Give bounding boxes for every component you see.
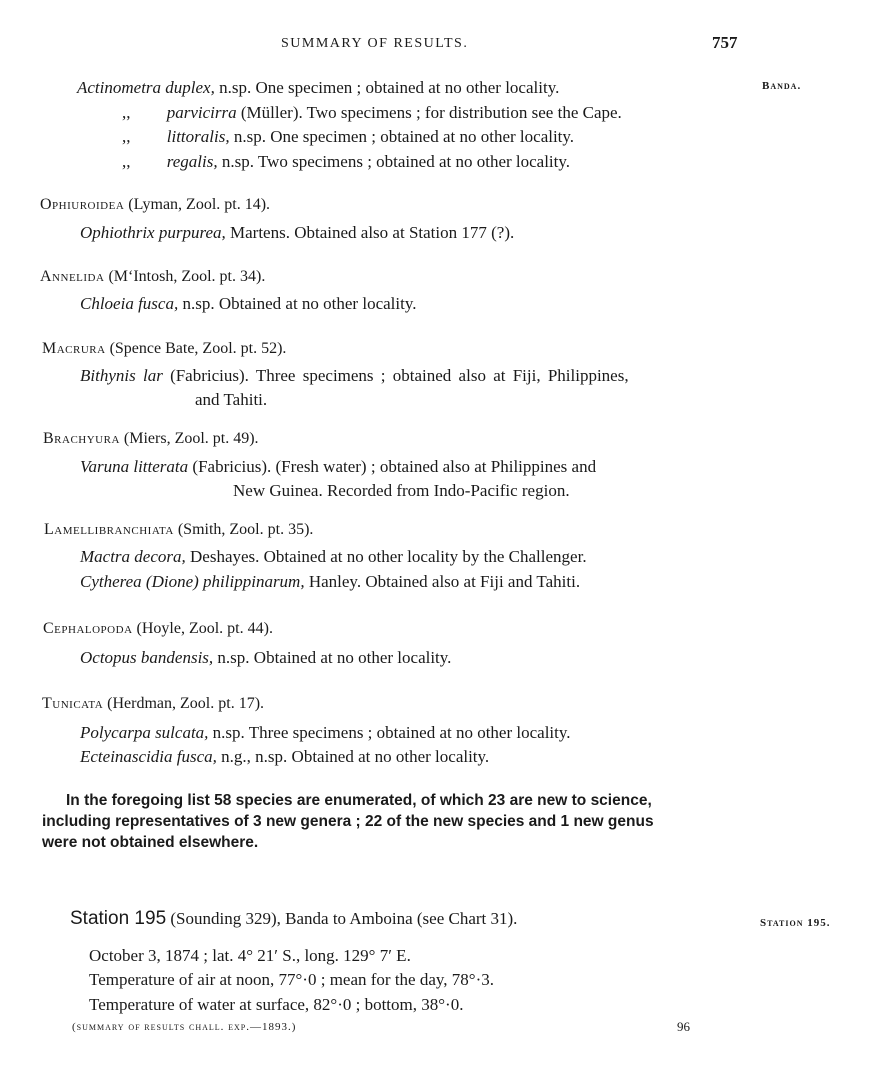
group-name: Annelida (40, 268, 105, 285)
species-line (80, 457, 596, 477)
group-ref: (Hoyle, Zool. pt. 44). (132, 620, 273, 637)
species-name: Varuna litterata (80, 457, 189, 476)
group-ref: (Lyman, Zool. pt. 14). (124, 196, 271, 213)
group-ref: (M‘Intosh, Zool. pt. 34). (104, 268, 266, 285)
species-name: Polycarpa sulcata, (80, 723, 209, 742)
ditto-mark: ,, (122, 127, 131, 146)
species-name: regalis, (166, 152, 218, 171)
species-line (80, 723, 571, 743)
station-detail: Temperature of water at surface, 82°·0 ; bottom, 38°·0. (89, 995, 464, 1014)
species-note: (Fabricius). Three specimens ; obtained also at Fiji, Philippines, (162, 366, 629, 385)
species-note: n.sp. One specimen ; obtained at no other locality. (229, 127, 575, 146)
species-note: (Fabricius). (Fresh water) ; obtained also at Philippines and (188, 457, 597, 476)
group-ref: (Smith, Zool. pt. 35). (173, 521, 314, 538)
species-line (80, 547, 587, 567)
group-name: Brachyura (43, 430, 120, 447)
species-line (80, 572, 580, 592)
group-ref: (Spence Bate, Zool. pt. 52). (105, 340, 287, 357)
margin-note-banda: Banda. (762, 80, 802, 92)
station-detail: October 3, 1874 ; lat. 4° 21′ S., long. 129° 7′ E. (89, 946, 411, 965)
species-note: n.g., n.sp. Obtained at no other locality. (216, 747, 490, 766)
species-note: n.sp. Obtained at no other locality. (178, 294, 417, 313)
summary-line: including representatives of 3 new genera ; 22 of the new species and 1 new genus (42, 813, 654, 830)
group-name: Cephalopoda (43, 620, 133, 637)
page-number: 757 (712, 33, 738, 52)
group-heading (42, 340, 286, 358)
group-name: Tunicata (42, 695, 104, 712)
crinoid-line (122, 127, 574, 147)
group-heading (40, 268, 265, 286)
margin-note-station: Station 195. (760, 917, 831, 929)
crinoid-line (122, 103, 622, 123)
group-ref: (Miers, Zool. pt. 49). (119, 430, 259, 447)
species-note: Deshayes. Obtained at no other locality by the Challenger. (185, 547, 587, 566)
group-name: Ophiuroidea (40, 196, 125, 213)
station-heading (70, 908, 517, 930)
species-name: Cytherea (Dione) philippinarum, (80, 572, 305, 591)
summary-line: were not obtained elsewhere. (42, 834, 259, 851)
species-note: n.sp. Obtained at no other locality. (213, 648, 452, 667)
species-note: Hanley. Obtained also at Fiji and Tahiti. (304, 572, 581, 591)
species-name: Bithynis lar (80, 366, 163, 385)
species-name: littoralis, (166, 127, 230, 146)
species-name: Ophiothrix purpurea, (80, 223, 226, 242)
ditto-mark: ,, (122, 103, 131, 122)
group-ref: (Herdman, Zool. pt. 17). (103, 695, 265, 712)
species-note: n.sp. Three specimens ; obtained at no other locality. (208, 723, 571, 742)
species-note: Martens. Obtained also at Station 177 (?). (225, 223, 515, 242)
group-heading (43, 620, 273, 638)
species-note: n.sp. Two specimens ; obtained at no other locality. (217, 152, 571, 171)
station-title: Station 195 (70, 908, 167, 929)
station-detail: Temperature of air at noon, 77°·0 ; mean for the day, 78°·3. (89, 970, 494, 989)
imprint-line: (summary of results chall. exp.—1893.) (72, 1021, 297, 1033)
species-name: Actinometra duplex, (77, 78, 215, 97)
species-line (80, 223, 514, 243)
group-heading (40, 196, 270, 214)
group-name: Macrura (42, 340, 106, 357)
species-name: Mactra decora, (80, 547, 186, 566)
ditto-mark: ,, (122, 152, 131, 171)
species-name: parvicirra (166, 103, 237, 122)
group-name: Lamellibranchiata (44, 521, 174, 538)
group-heading (43, 430, 259, 448)
group-heading (42, 695, 264, 713)
species-name: Ecteinascidia fusca, (80, 747, 217, 766)
running-head: SUMMARY OF RESULTS. (281, 36, 469, 51)
species-note: (Müller). Two specimens ; for distribution see the Cape. (236, 103, 622, 122)
group-heading (44, 521, 313, 539)
station-subtitle: (Sounding 329), Banda to Amboina (see Chart 31). (166, 909, 518, 928)
species-continuation: New Guinea. Recorded from Indo-Pacific region. (233, 481, 570, 500)
signature-mark: 96 (677, 1019, 690, 1034)
species-name: Chloeia fusca, (80, 294, 179, 313)
species-line (80, 648, 451, 668)
species-line (80, 294, 416, 314)
species-line (80, 747, 489, 767)
species-continuation: and Tahiti. (195, 390, 268, 409)
species-note: n.sp. One specimen ; obtained at no other locality. (214, 78, 560, 97)
crinoid-line (122, 152, 570, 172)
summary-line: In the foregoing list 58 species are enumerated, of which 23 are new to science, (66, 792, 652, 809)
species-name: Octopus bandensis, (80, 648, 214, 667)
crinoid-line (77, 78, 559, 98)
species-line (80, 366, 629, 386)
